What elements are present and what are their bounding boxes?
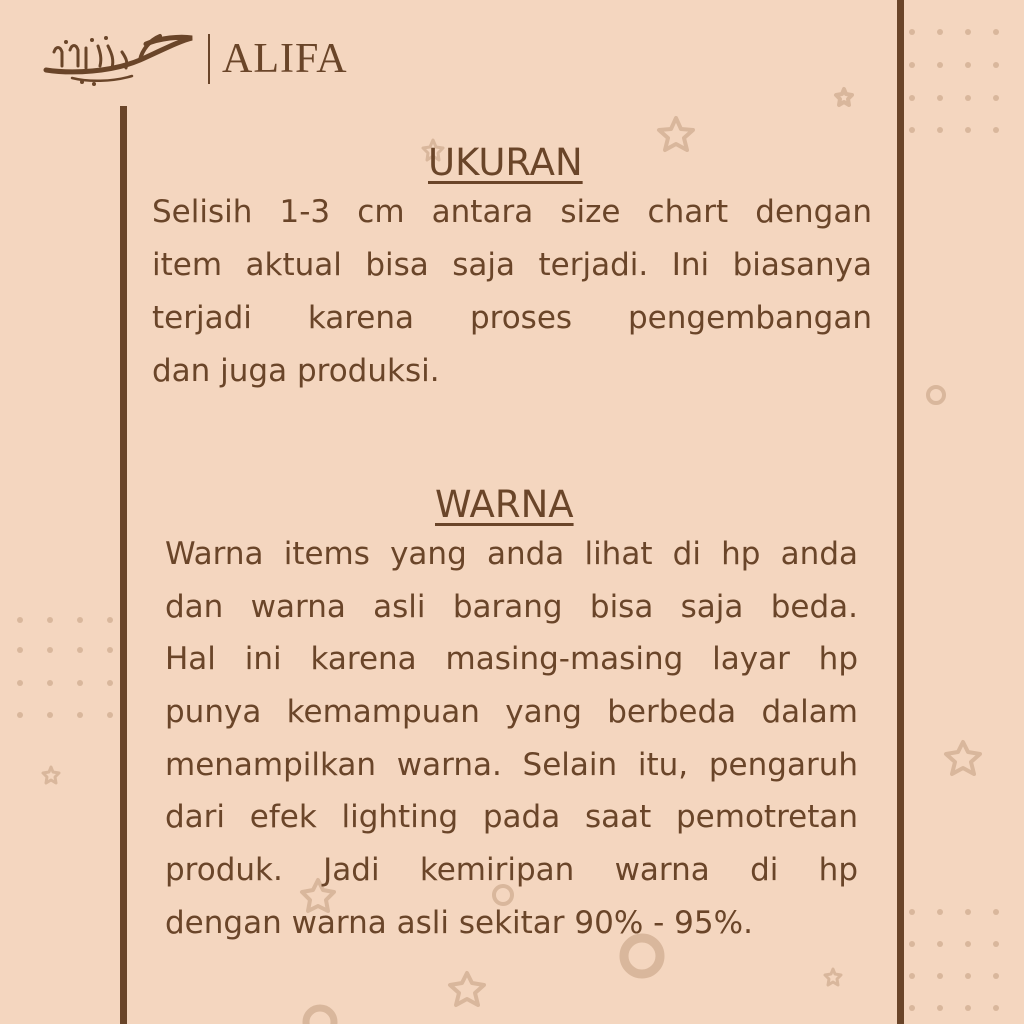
star-icon — [836, 89, 852, 105]
text-line: menampilkan warna. Selain itu, pengaruh — [165, 746, 858, 783]
star-icon — [946, 742, 980, 774]
left-vertical-rule — [120, 106, 127, 1024]
section-text-warna — [165, 528, 858, 950]
dot-grid-bottom-right — [909, 909, 999, 1011]
text-line: dan warna asli barang bisa saja beda. — [165, 588, 858, 625]
section-title-ukuran: UKURAN — [428, 141, 583, 184]
section-title-warna: WARNA — [435, 483, 574, 526]
text-line: punya kemampuan yang berbeda dalam — [165, 694, 858, 731]
brand-name: ALIFA — [222, 36, 348, 82]
text-line: Hal ini karena masing-masing layar hp — [165, 641, 858, 678]
text-line: produk. Jadi kemiripan warna di hp — [165, 852, 858, 889]
dot-grid-left — [17, 617, 113, 718]
text-line: Selisih 1-3 cm antara size chart dengan — [152, 194, 872, 230]
brand-logo — [42, 30, 348, 88]
ring-icon — [928, 387, 944, 403]
logo-divider — [208, 34, 210, 84]
text-line: dan juga produksi. — [152, 353, 440, 389]
text-line: dari efek lighting pada saat pemotretan — [165, 799, 858, 836]
text-line: dengan warna asli sekitar 90% - 95%. — [165, 904, 753, 941]
section-text-ukuran — [152, 186, 872, 398]
dot-grid-top-right — [909, 29, 999, 133]
arabic-script-logo-icon — [42, 30, 194, 88]
star-icon — [659, 118, 693, 150]
text-line: terjadi karena proses pengembangan — [152, 300, 872, 336]
right-vertical-rule — [897, 0, 904, 1024]
ring-icon — [306, 1008, 334, 1024]
text-line: Warna items yang anda lihat di hp anda — [165, 536, 858, 572]
star-icon — [450, 973, 484, 1005]
star-icon — [43, 767, 59, 783]
text-line: item aktual bisa saja terjadi. Ini biasanya — [152, 247, 872, 283]
star-icon — [825, 969, 841, 985]
